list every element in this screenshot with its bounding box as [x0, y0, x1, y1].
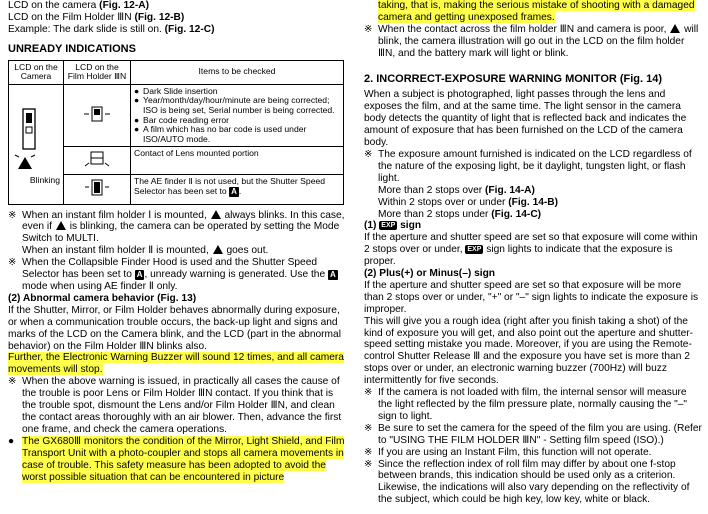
item-bullet: ● Bar code reading error: [134, 114, 229, 125]
note-exposure-amount: ※ The exposure amount furnished is indicated on the LCD regardless of the nature of the exposing light, be it daylight, tungsten light, or flash light.: [364, 148, 692, 184]
note-poor-contact: ※ When the contact across the film holder ⅢN and camera is poor, will blink, the camera illustration will go out in the LCD on the film holder ⅢN, and the battery mark will light or blink.: [364, 23, 699, 59]
note-instant-holder-2: When an instant film holder Ⅱ is mounted, goes out.: [22, 245, 269, 257]
note-instant-film: ※ If you are using an Instant Film, this function will not operate.: [364, 446, 652, 458]
exp-sign-paragraph: If the aperture and shutter speed are set so that exposure will come within 2 stops over or under, EXP sign lights to indicate that the exposure is proper.: [364, 232, 698, 268]
blinking-label: Blinking: [29, 174, 60, 185]
exp-sign-icon: EXP: [467, 246, 482, 254]
abnormal-paragraph: If the Shutter, Mirror, or Film Holder behaves abnormally during exposure, or when a communication trouble occurs, the back-up light and signs and marks of the LCD on the Camera blink, and the LCD (part in the abnormal behavior) on the Film Holder ⅢN blinks also.: [8, 304, 341, 352]
right-column: [364, 0, 702, 506]
note-reflection-index: ※ Since the reflection index of roll film may differ by about one f-stop between brands, this indication should be used only as a criterion. Likewise, the indications will also vary depending on the reflectivity of the subject, which could be high key, low key, white or black.: [364, 458, 690, 506]
camera-lcd-icon: [13, 103, 59, 173]
a-mode-icon: A: [136, 270, 143, 280]
intro-line-2: LCD on the Film Holder ⅢN (Fig. 12-B): [8, 11, 185, 23]
warning-triangle-icon: [670, 24, 680, 33]
warning-triangle-icon: [213, 245, 223, 254]
item-bullet: ● A film which has no bar code is used under ISO/AUTO mode.: [134, 124, 307, 144]
unready-heading: UNREADY INDICATIONS: [8, 42, 136, 55]
stops-within: Within 2 stops over or under (Fig. 14-B): [378, 196, 559, 208]
note-instant-holder: ※ When an instant film holder Ⅰ is mounted, always blinks. In this case, even if is blinking, the camera can be operated by setting the Mode Switch to MULTI.: [8, 209, 345, 245]
stops-under: More than 2 stops under (Fig. 14-C): [378, 208, 542, 220]
exp-sign-icon: EXP: [381, 222, 396, 230]
items-cell-1: [131, 84, 344, 147]
item-bullet: ● Dark Slide insertion: [134, 85, 218, 96]
intro-line-3: Example: The dark slide is still on. (Fig. 12-C): [8, 23, 215, 35]
plus-minus-paragraph: If the aperture and shutter speed are set so that exposure will be more than 2 stops over or under, "+" or "–" sign lights to indicate the exposure is improper.: [364, 279, 699, 315]
lens-contact-icon: [82, 149, 112, 169]
holder-blink-icon: [82, 103, 112, 125]
col-lcd-camera: LCD on the Camera: [9, 60, 64, 84]
abnormal-highlight: Further, the Electronic Warning Buzzer will sound 12 times, and all camera movements will stop.: [8, 352, 344, 376]
a-mode-icon: A: [231, 186, 237, 196]
unready-table: [8, 60, 344, 205]
col-items: Items to be checked: [131, 60, 344, 84]
note-gx680-monitor: ● The GX680Ⅲ monitors the condition of the Mirror, Light Shield, and Film Transport Unit with a photo-coupler and stops all camera movements in case of trouble. This safety measure has been adopted to avoid the worst possible situation that can be encountered in picture: [8, 435, 345, 483]
items-cell-3: The AE finder Ⅱ is not used, but the Shutter Speed Selector has been set to A .: [131, 174, 344, 204]
stops-over: More than 2 stops over (Fig. 14-A): [378, 184, 535, 196]
note-no-film: ※ If the camera is not loaded with film, the internal sensor will measure the light reflected by the film pressure plate, normally causing the "–" sign to light.: [364, 387, 688, 422]
col-lcd-holder: LCD on the Film Holder ⅢN: [64, 60, 131, 84]
warning-triangle-icon: [56, 221, 66, 230]
camera-lcd-cell: [9, 84, 64, 204]
continued-highlight: taking, that is, making the serious mistake of shooting with a damaged camera and getting unexposed frames.: [378, 0, 695, 23]
warning-triangle-icon: [211, 210, 221, 219]
exposure-section-heading: 2. INCORRECT-EXPOSURE WARNING MONITOR (Fig. 14): [364, 72, 663, 85]
rough-idea-paragraph: This will give you a rough idea (right after you finish taking a shot) of the kind of exposure you will get, and also point out the aperture and shutter-speed setting mistake you made. Moreover, if you are using the Remote-control Shutter Release Ⅲ and the exposure you have set is more than 2 stops over or under, an electronic warning buzzer (700Hz) will buzz intermittently for five seconds.: [364, 315, 694, 387]
note-collapsible-hood: ※ When the Collapsible Finder Hood is used and the Shutter Speed Selector has been set to A , unready warning is generated. Use the A mode when using AE finder Ⅱ only.: [8, 257, 336, 292]
exposure-paragraph: When a subject is photographed, light passes through the lens and exposes the film, and at the same time. The light sensor in the camera body detects the quantity of light that is reflected back and indicates the amount of exposure that has been furnished on the LCD of the camera body.: [364, 89, 687, 149]
item-bullet: ● Year/month/day/hour/minute are being corrected; ISO is being set, Serial number is being corrected.: [134, 95, 335, 115]
items-cell-2: Contact of Lens mounted portion: [131, 147, 344, 175]
note-film-speed: ※ Be sure to set the camera for the speed of the film you are using. (Refer to "USING THE FILM HOLDER ⅢN" - Setting film speed (ISO).): [364, 422, 702, 446]
holder-lcd-2: [64, 147, 131, 175]
abnormal-heading: (2) Abnormal camera behavior (Fig. 13): [8, 292, 197, 304]
holder-lcd-1: [64, 84, 131, 147]
intro-line-1: LCD on the camera (Fig. 12-A): [8, 0, 149, 11]
a-mode-icon: A: [329, 270, 336, 280]
ae-finder-icon: [82, 177, 112, 199]
note-warning-cause: ※ When the above warning is issued, in practically all cases the cause of the trouble is poor Lens or Film Holder ⅢN contact. If you think that is the trouble spot, dismount the Lens and/or Film Holder ⅢN, and clean the contact areas thoroughly with an air blower. Then, advance the first one frame, and check the camera operations.: [8, 376, 342, 435]
left-column: [8, 0, 348, 483]
exp-sign-heading: (1) EXP sign: [364, 220, 422, 232]
plus-minus-heading: (2) Plus(+) or Minus(–) sign: [364, 268, 496, 280]
holder-lcd-3: [64, 174, 131, 204]
